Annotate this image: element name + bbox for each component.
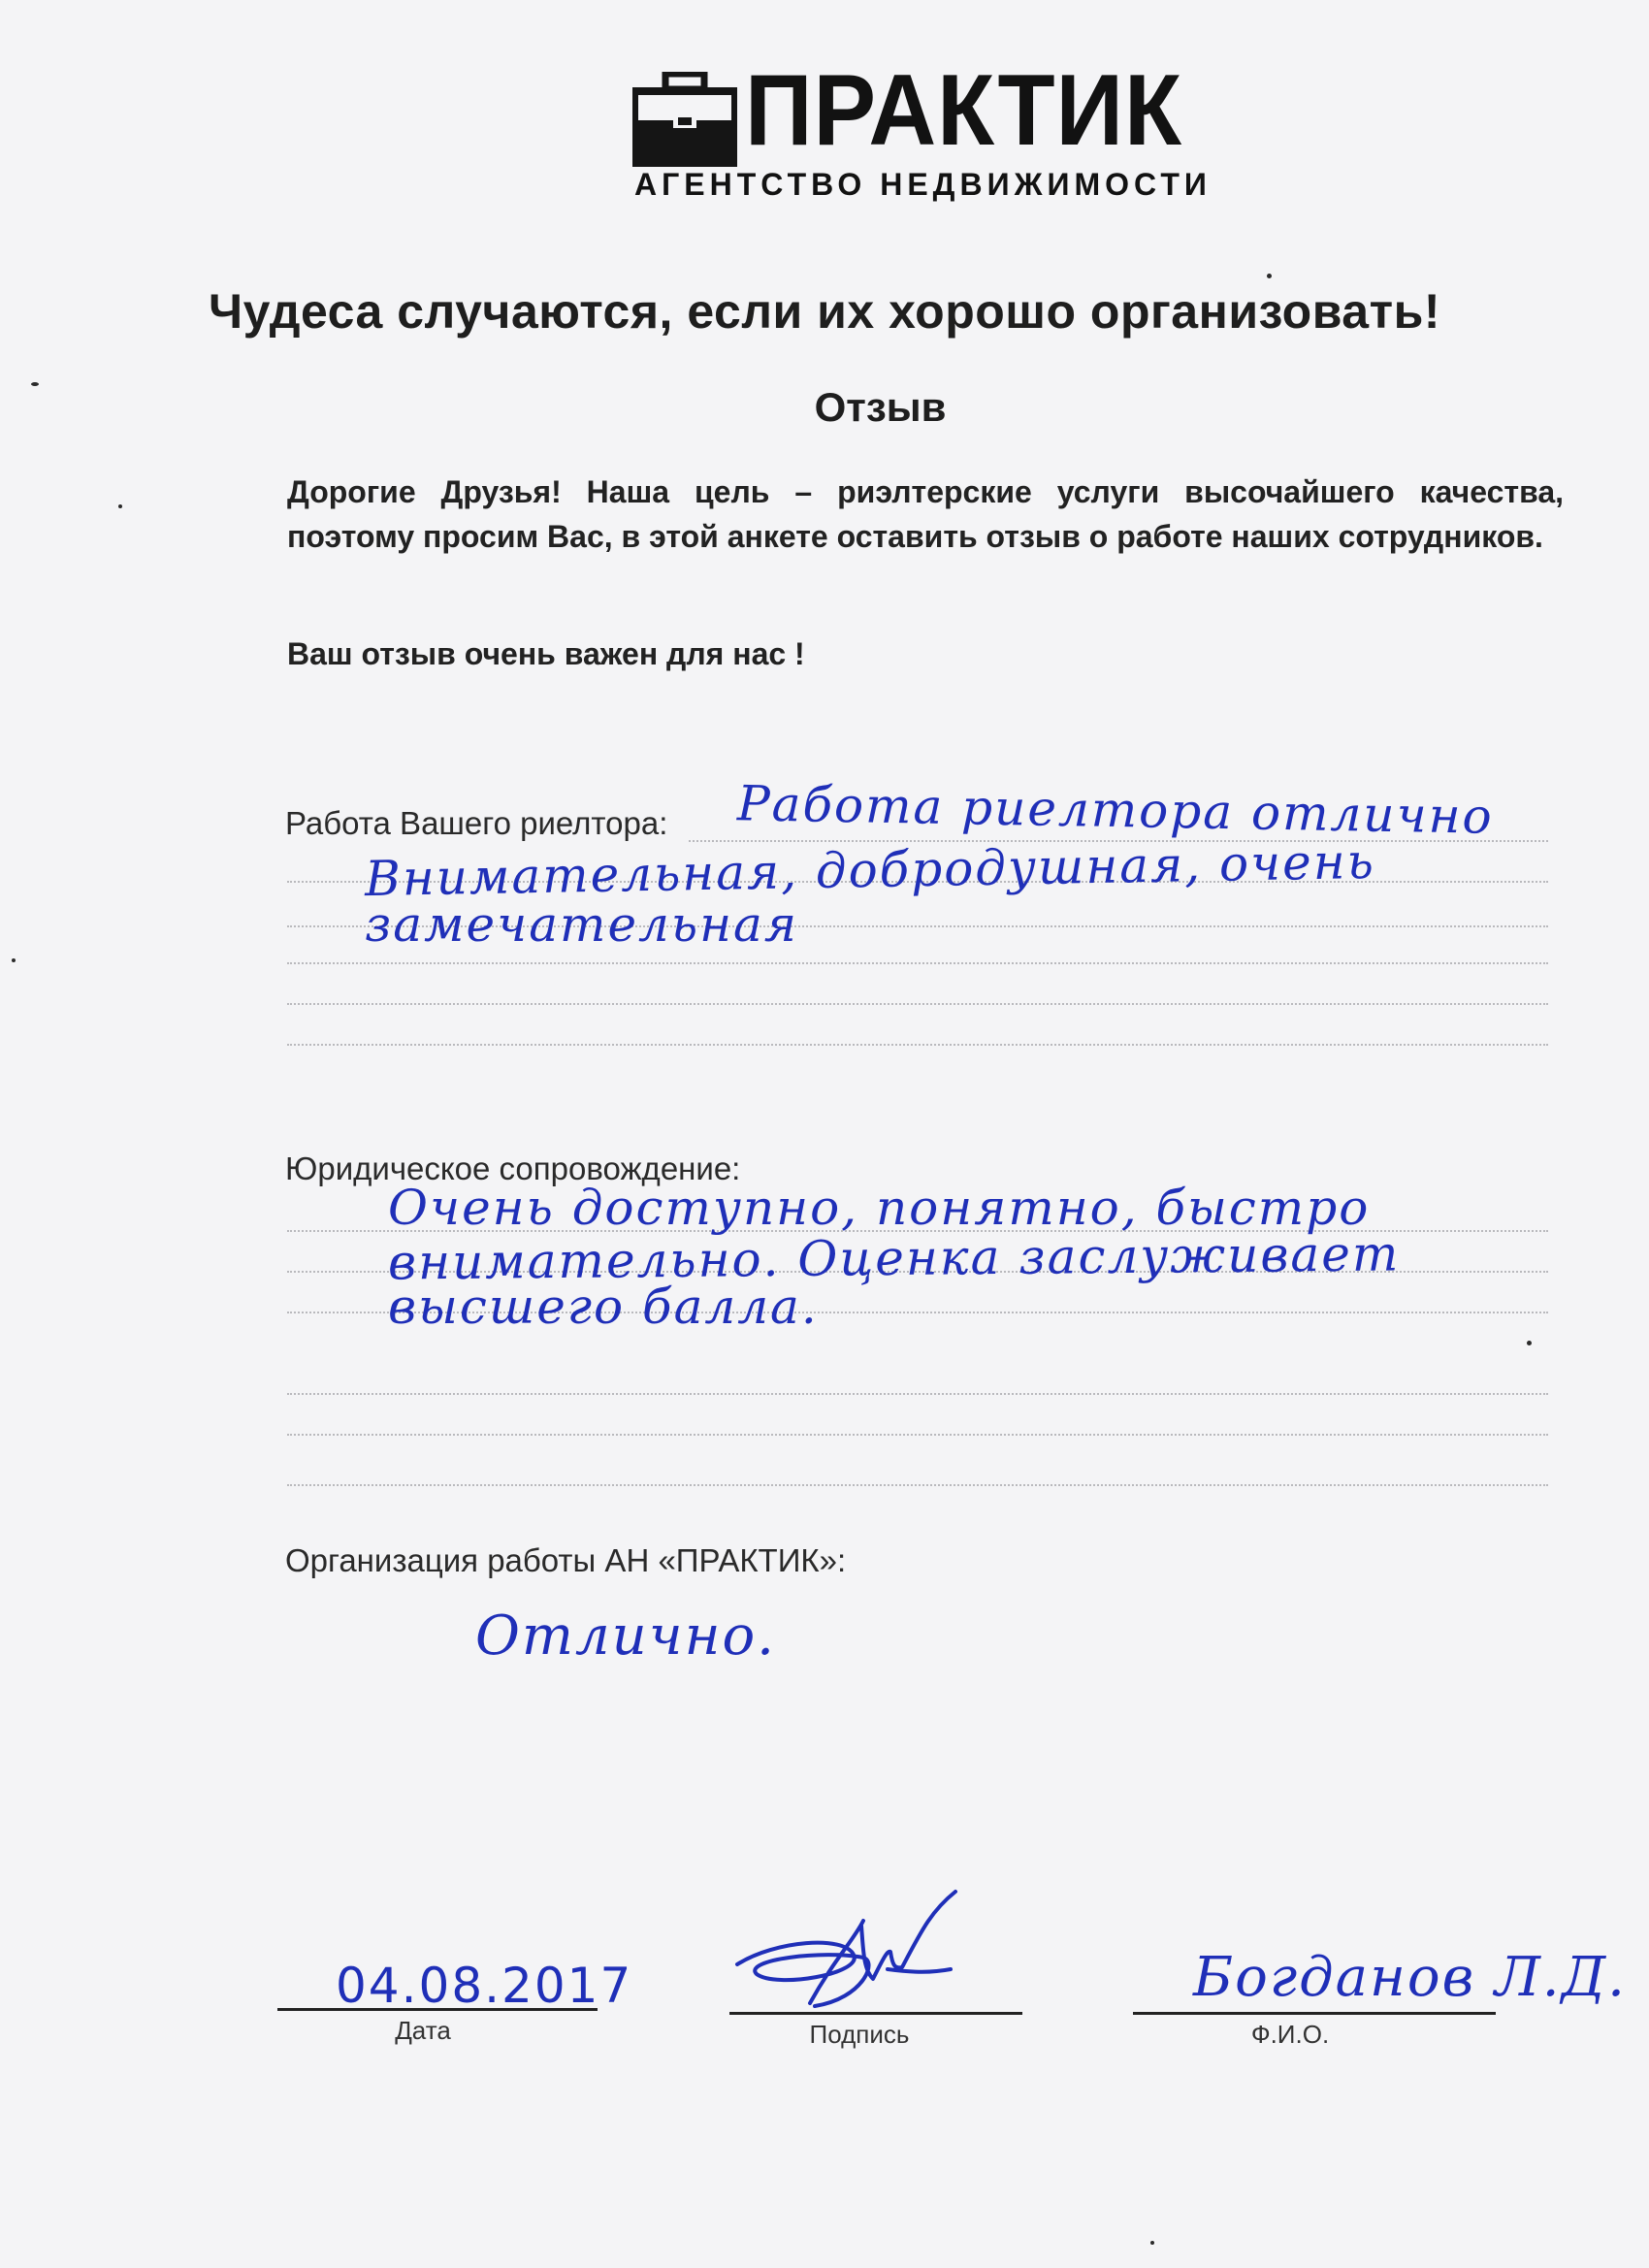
realtor-answer-line-1: Работа риелтора отлично <box>736 775 1495 845</box>
legal-answer-line-3: высшего балла. <box>388 1279 819 1335</box>
name-line <box>1133 2012 1496 2015</box>
scan-speck <box>1527 1341 1532 1345</box>
answer-line <box>287 1484 1548 1486</box>
scan-speck <box>12 958 16 962</box>
organization-answer: Отлично. <box>475 1604 776 1668</box>
scan-speck <box>1150 2241 1154 2245</box>
answer-line <box>287 1044 1548 1046</box>
slogan: Чудеса случаются, если их хорошо организовать! <box>209 284 1440 339</box>
realtor-answer-line-2: Внимательная, добродушная, очень <box>364 832 1376 908</box>
scan-speck <box>31 382 39 386</box>
handwritten-signature <box>718 1882 970 2027</box>
legal-section-label: Юридическое сопровождение: <box>285 1150 741 1186</box>
signature-caption: Подпись <box>809 2020 910 2049</box>
brand-name: ПРАКТИК <box>745 54 1182 167</box>
answer-line <box>287 962 1548 964</box>
date-line <box>277 2008 598 2011</box>
answer-line <box>287 1003 1548 1005</box>
date-value: 04.08.2017 <box>336 1958 633 2014</box>
legal-answer-line-1: Очень доступно, понятно, быстро <box>388 1180 1371 1236</box>
realtor-answer-line-3: замечательная <box>365 896 798 953</box>
page-title: Отзыв <box>814 384 947 430</box>
name-caption: Ф.И.О. <box>1250 2020 1330 2049</box>
legal-answer-line-2: внимательно. Оценка заслуживает <box>387 1225 1401 1291</box>
scan-speck <box>1267 274 1272 278</box>
scan-speck <box>118 504 122 508</box>
signature-line <box>729 2012 1022 2015</box>
organization-section-label: Организация работы АН «ПРАКТИК»: <box>285 1542 847 1578</box>
intro-paragraph: Дорогие Друзья! Наша цель – риэлтерские услуги высочайшего качества, поэтому просим Вас, в этой анкете оставить отзыв о работе наших сотрудников. <box>287 474 1564 554</box>
realtor-section-label: Работа Вашего риелтора: <box>285 805 668 841</box>
brand-subtitle: АГЕНТСТВО НЕДВИЖИМОСТИ <box>634 167 1212 202</box>
answer-line <box>287 1393 1548 1395</box>
answer-line <box>287 1434 1548 1436</box>
name-value: Богданов Л.Д. <box>1193 1946 1627 2009</box>
brand-logo <box>630 54 1232 206</box>
importance-note: Ваш отзыв очень важен для нас ! <box>287 636 805 671</box>
date-caption: Дата <box>395 2016 451 2045</box>
briefcase-icon <box>630 72 739 169</box>
